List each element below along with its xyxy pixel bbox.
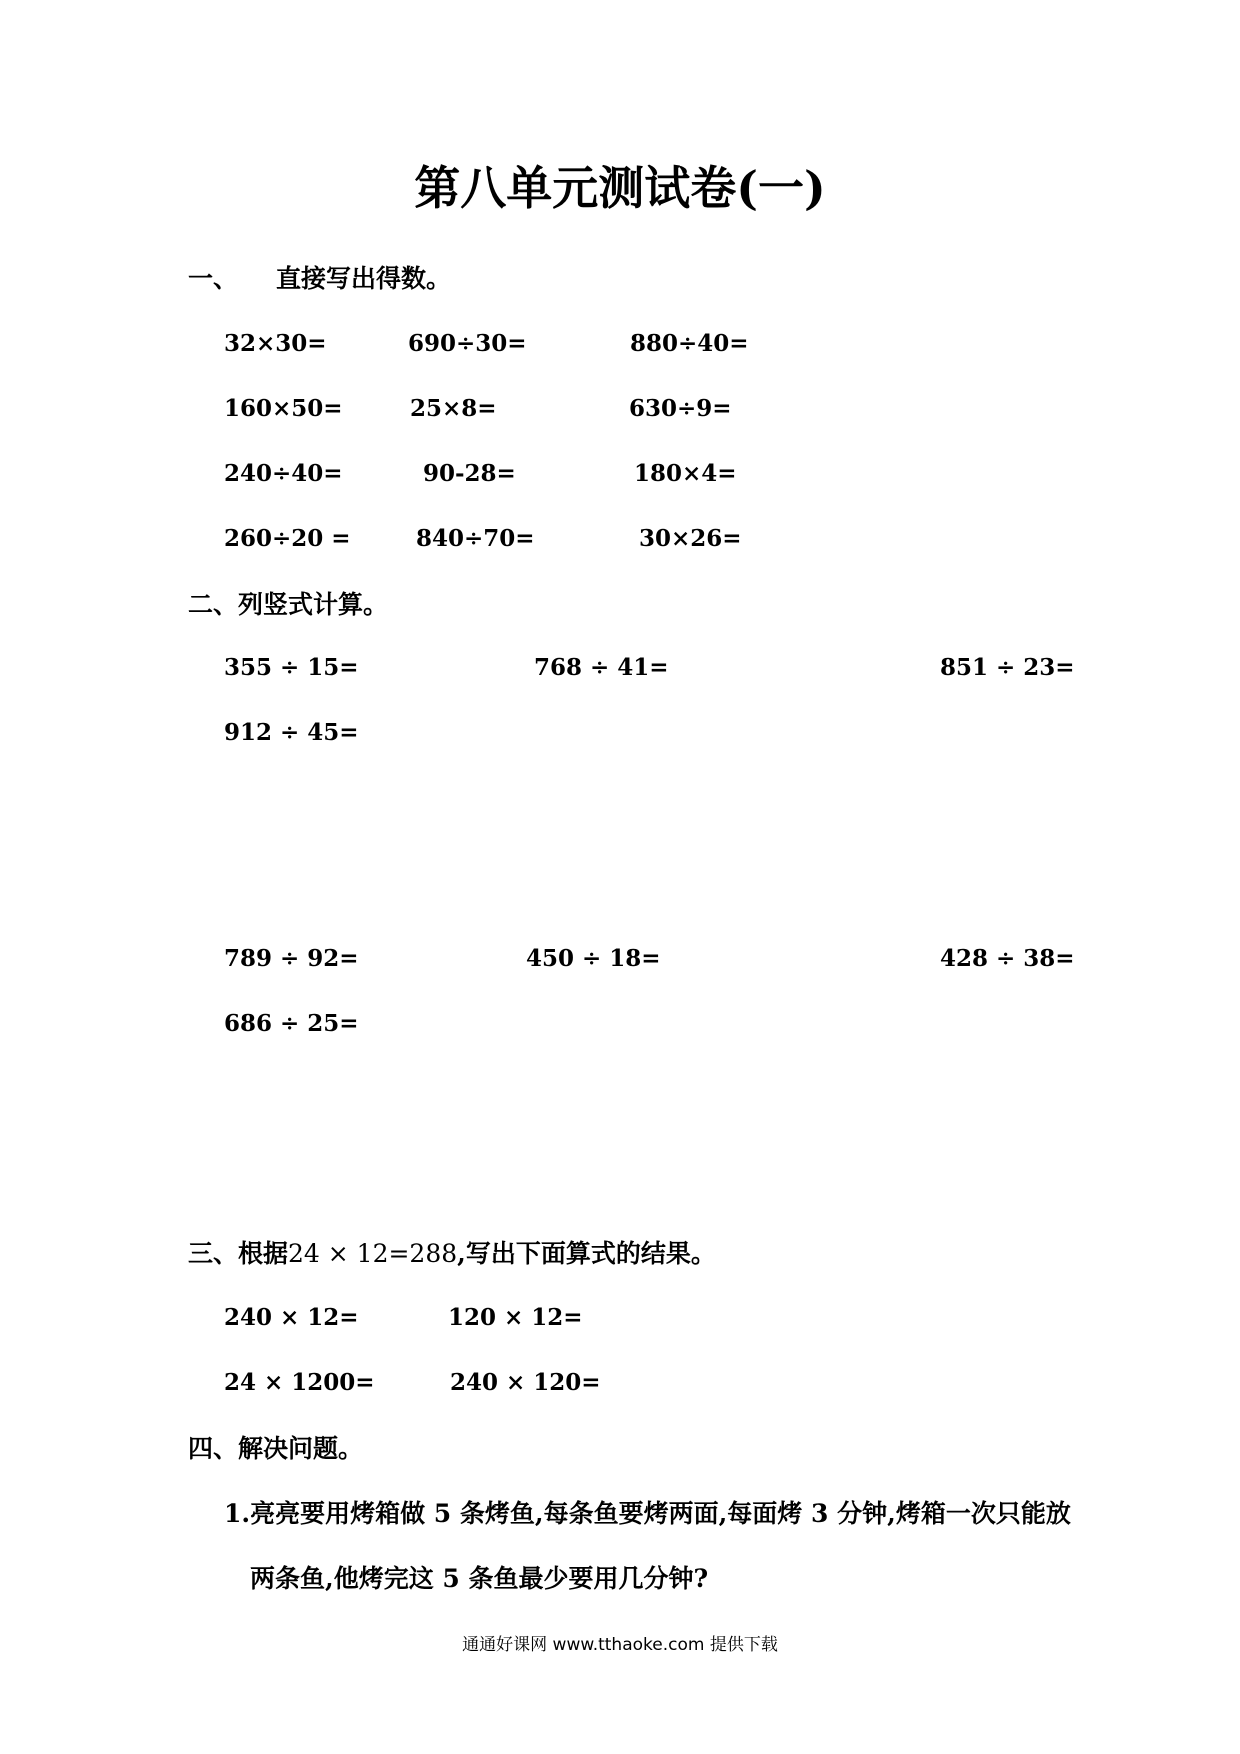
word-problem-line1: 1.亮亮要用烤箱做 5 条烤鱼,每条鱼要烤两面,每面烤 3 分钟,烤箱一次只能放	[224, 1499, 1071, 1528]
section3-heading	[188, 1237, 716, 1271]
section1-number: 一、	[188, 264, 239, 293]
oral-problem: 32×30=	[224, 330, 327, 357]
oral-problem: 260÷20 =	[224, 525, 351, 552]
oral-problem: 880÷40=	[630, 330, 749, 357]
page-title: 第八单元测试卷(一)	[414, 161, 826, 215]
oral-problem: 30×26=	[639, 525, 742, 552]
section3-heading-expr: 24 × 12=288	[288, 1239, 458, 1268]
division-problem: 450 ÷ 18=	[526, 945, 661, 972]
oral-problem: 240÷40=	[224, 460, 343, 487]
oral-problem: 90-28=	[423, 460, 516, 487]
oral-problem: 25×8=	[410, 395, 497, 422]
division-problem: 912 ÷ 45=	[224, 719, 359, 746]
word-problem-line2: 两条鱼,他烤完这 5 条鱼最少要用几分钟?	[250, 1564, 709, 1593]
multiplication-problem: 240 × 120=	[450, 1369, 601, 1396]
oral-problem: 180×4=	[634, 460, 737, 487]
division-problem: 768 ÷ 41=	[534, 654, 669, 681]
multiplication-problem: 240 × 12=	[224, 1304, 359, 1331]
oral-problem: 690÷30=	[408, 330, 527, 357]
division-problem: 428 ÷ 38=	[940, 945, 1075, 972]
section3-heading-pre: 三、根据	[188, 1239, 289, 1268]
multiplication-problem: 120 × 12=	[448, 1304, 583, 1331]
multiplication-problem: 24 × 1200=	[224, 1369, 375, 1396]
section4-heading: 四、解决问题。	[188, 1434, 364, 1463]
oral-problem: 630÷9=	[629, 395, 732, 422]
oral-problem: 840÷70=	[416, 525, 535, 552]
section1-heading: 直接写出得数。	[276, 264, 452, 293]
division-problem: 851 ÷ 23=	[940, 654, 1075, 681]
division-problem: 355 ÷ 15=	[224, 654, 359, 681]
division-problem: 789 ÷ 92=	[224, 945, 359, 972]
section2-heading: 二、列竖式计算。	[188, 590, 389, 619]
section3-heading-post: ,写出下面算式的结果。	[457, 1239, 716, 1268]
footer-watermark: 通通好课网 www.tthaoke.com 提供下载	[462, 1635, 778, 1655]
division-problem: 686 ÷ 25=	[224, 1010, 359, 1037]
oral-problem: 160×50=	[224, 395, 343, 422]
